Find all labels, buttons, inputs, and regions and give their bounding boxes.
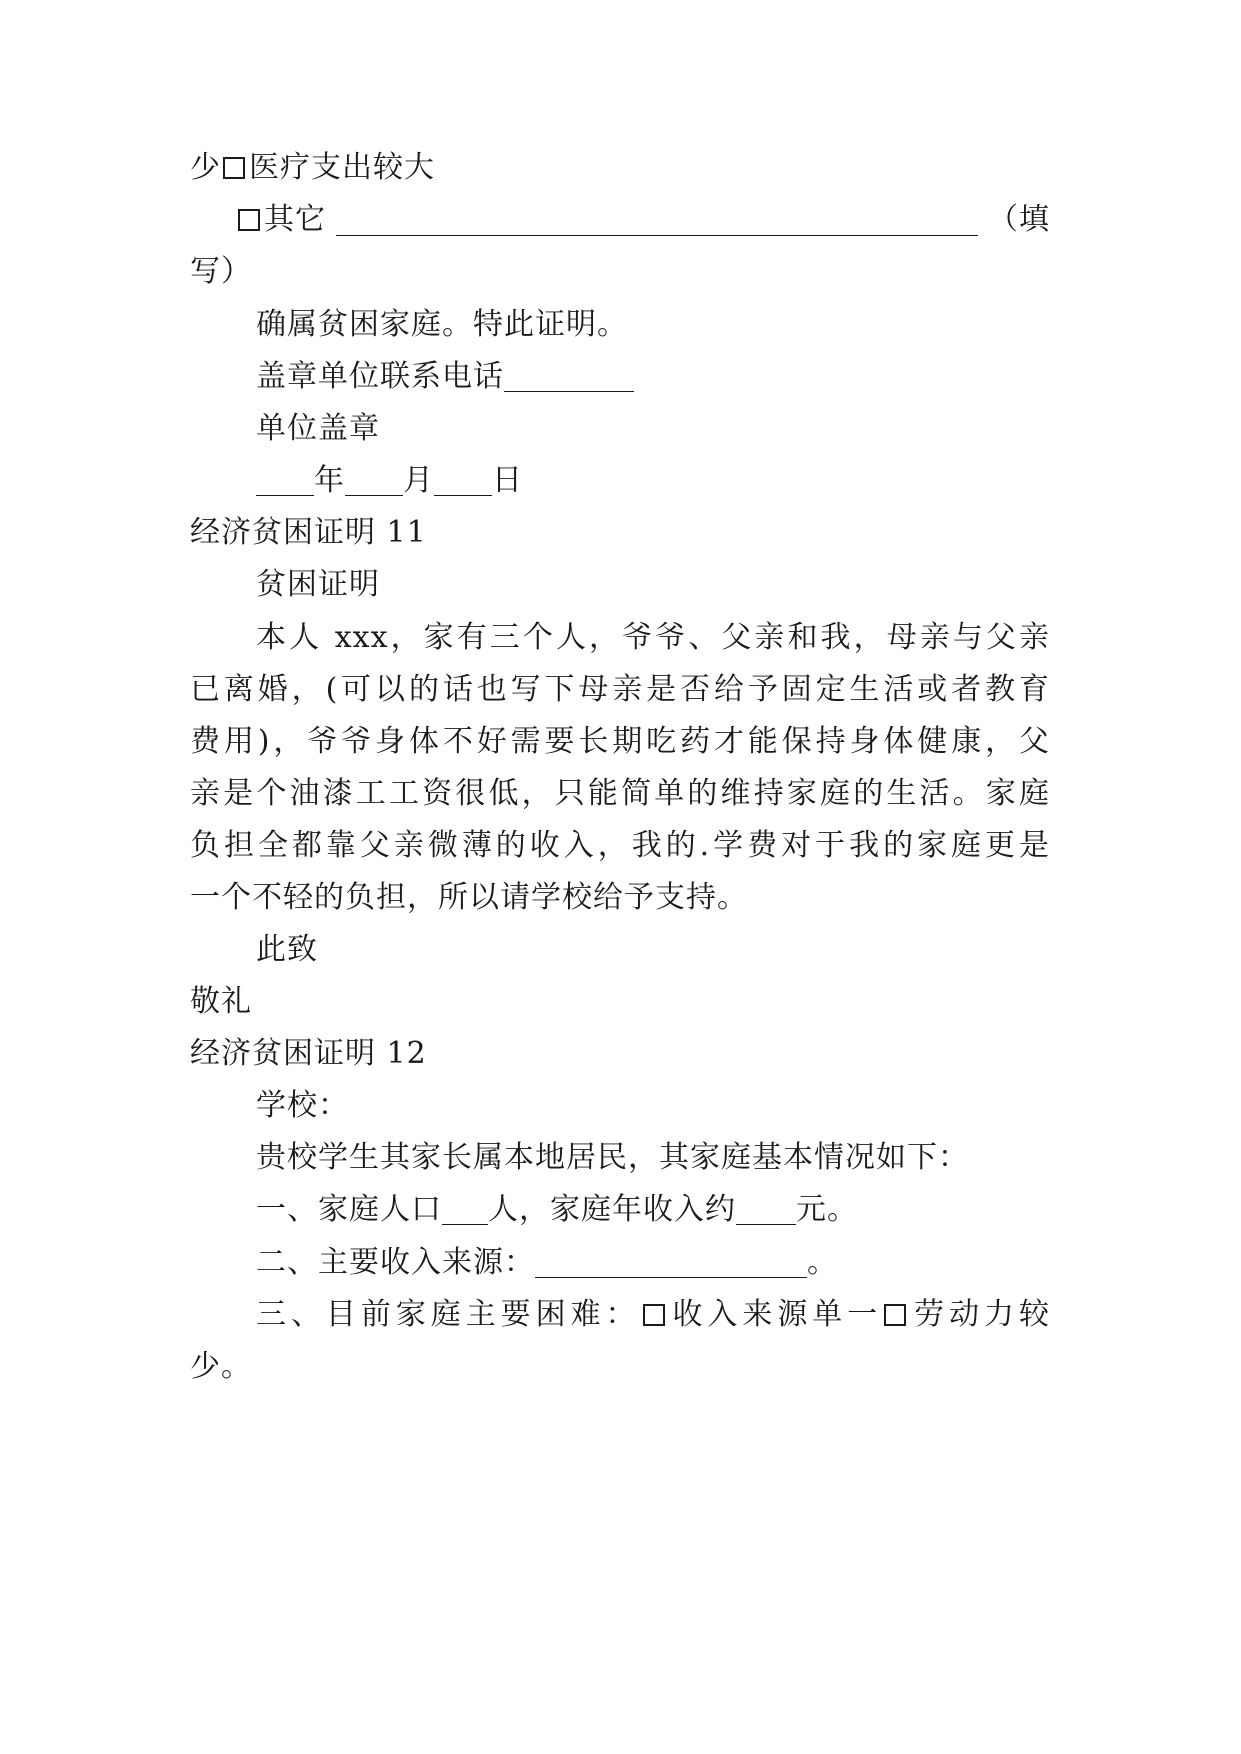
blank-line — [504, 361, 634, 392]
item-row — [256, 1190, 1050, 1230]
text-line — [190, 148, 1050, 188]
paragraph-line: 本人 xxx，家有三个人，爷爷、父亲和我，母亲与父亲 — [256, 620, 1050, 655]
blank-line — [736, 1194, 796, 1225]
date-month-label: 月 — [403, 463, 434, 498]
checkbox-icon — [643, 1304, 665, 1326]
blank-line — [345, 465, 403, 496]
section-heading: 经济贫困证明 11 — [190, 515, 427, 550]
item-text: 一、家庭人口 — [256, 1192, 442, 1227]
phone-label: 盖章单位联系电话 — [256, 359, 504, 394]
paragraph-line: 已离婚，(可以的话也写下母亲是否给予固定生活或者教育 — [190, 672, 1050, 707]
closing-text: 此致 — [256, 932, 318, 967]
other-row — [236, 200, 1050, 240]
confirm-text: 确属贫困家庭。特此证明。 — [256, 307, 628, 342]
intro-text: 贵校学生其家长属本地居民，其家庭基本情况如下： — [256, 1140, 969, 1175]
closing-text: 敬礼 — [190, 984, 252, 1019]
blank-line — [336, 205, 978, 236]
paragraph-line: 负担全都靠父亲微薄的收入，我的.学费对于我的家庭更是 — [190, 828, 1050, 863]
checkbox-icon — [223, 157, 245, 179]
text-line: 少。 — [190, 1349, 252, 1384]
item-row — [256, 1295, 1050, 1335]
item-text: 人，家庭年收入约 — [488, 1192, 736, 1227]
blank-line — [535, 1247, 807, 1278]
item-text: 元。 — [796, 1192, 858, 1227]
item-row — [256, 1243, 1050, 1283]
option-label: 医疗支出较大 — [249, 150, 435, 185]
option-label: 收入来源单一 — [668, 1297, 883, 1332]
date-year-label: 年 — [314, 463, 345, 498]
blank-line — [434, 465, 492, 496]
text-line: 写） — [190, 254, 252, 289]
salutation: 学校： — [256, 1088, 349, 1123]
checkbox-icon — [884, 1304, 906, 1326]
blank-line — [256, 465, 314, 496]
date-day-label: 日 — [492, 463, 523, 498]
option-label: 其它 — [264, 202, 326, 237]
text-fragment: 少 — [190, 150, 221, 185]
item-text: 三、目前家庭主要困难： — [256, 1297, 641, 1332]
seal-label: 单位盖章 — [256, 411, 380, 446]
fill-note: （填 — [988, 202, 1050, 237]
paragraph-line: 费用)，爷爷身体不好需要长期吃药才能保持身体健康，父 — [190, 724, 1050, 759]
phone-row — [256, 357, 1050, 397]
blank-line — [442, 1194, 488, 1225]
paragraph-line: 一个不轻的负担，所以请学校给予支持。 — [190, 880, 748, 915]
section-title: 贫困证明 — [256, 567, 380, 602]
item-text: 。 — [807, 1245, 838, 1280]
option-label: 劳动力较 — [910, 1297, 1051, 1332]
paragraph-line: 亲是个油漆工工资很低，只能简单的维持家庭的生活。家庭 — [190, 776, 1050, 811]
date-row — [256, 461, 1050, 501]
checkbox-icon — [238, 209, 260, 231]
item-text: 二、主要收入来源： — [256, 1245, 535, 1280]
section-heading: 经济贫困证明 12 — [190, 1036, 427, 1071]
